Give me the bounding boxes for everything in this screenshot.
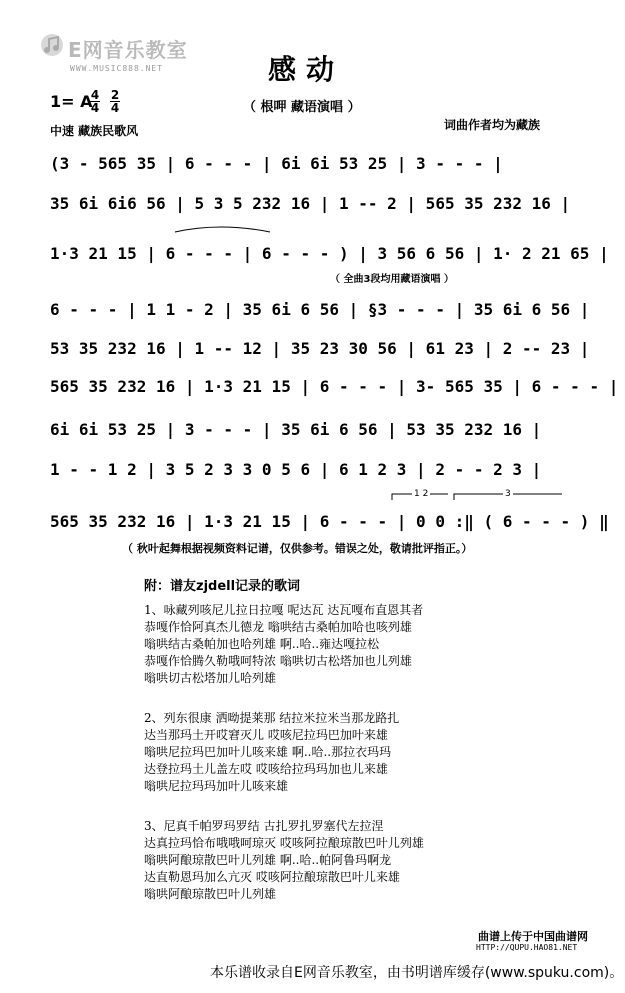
key-signature: 1= A <box>50 92 93 111</box>
score-row: 1·3 21 15 | 6 - - - | 6 - - - ) | 3 56 6 56 | 1· 2 21 65 | <box>50 244 609 263</box>
volta-1-label: 1 2 <box>414 489 429 499</box>
music-note-logo-icon <box>38 32 66 58</box>
composer-credits: 词曲作者均为藏族 <box>444 118 541 132</box>
score-row: 565 35 232 16 | 1·3 21 15 | 6 - - - | 3- 565 35 | 6 - - - | <box>50 377 619 396</box>
score-row: 1 - - 1 2 | 3 5 2 3 3 0 5 6 | 6 1 2 3 | 2 - - 2 3 | <box>50 460 542 479</box>
logo-url: WWW.MUSIC888.NET <box>70 64 164 73</box>
upload-url[interactable]: HTTP://QUPU.HAO81.NET <box>476 943 578 952</box>
score-row: (3 - 565 35 | 6 - - - | 6i 6i 53 25 | 3 - - - | <box>50 154 503 173</box>
source-line: 本乐谱收录自E网音乐教室，由书明谱库缓存(www.spuku.com)。 <box>210 965 624 981</box>
lyrics-heading: 附：谱友zjdell记录的歌词 <box>144 579 301 594</box>
lyrics-verse: 3、尼真千帕罗玛罗结 古扎罗扎罗塞代左拉涅 达真拉玛恰布哦哦呵琼灭 哎咳阿拉酿琼散巴叶儿列雄 嗡哄阿酿琼散巴叶儿列雄 啊..哈..帕阿鲁玛啊龙 达直勒恩玛加么亢灭 哎咳阿拉酿琼散巴叶儿来雄 嗡哄阿酿琼散巴叶儿列雄 <box>144 819 424 901</box>
score-row: 6 - - - | 1 1 - 2 | 35 6i 6 56 | §3 - - - | 35 6i 6 56 | <box>50 300 590 319</box>
score-row: 35 6i 6i6 56 | 5 3 5 232 16 | 1 -- 2 | 565 35 232 16 | <box>50 194 571 213</box>
score-row: 53 35 232 16 | 1 -- 12 | 35 23 30 56 | 61 23 | 2 -- 23 | <box>50 339 590 358</box>
score-footnote: （ 秋叶起舞根据视频资料记谱，仅供参考。错误之处，敬请批评指正。） <box>122 542 473 555</box>
song-subtitle: （ 根呷 藏语演唱 ） <box>243 100 361 115</box>
tie-arc <box>175 227 270 232</box>
logo-name: E网音乐教室 <box>68 38 188 62</box>
song-title: 感动 <box>268 53 345 86</box>
time-signature-1: $\frac{4}{4}$ <box>90 88 100 115</box>
time-signature-2: $\frac{2}{4}$ <box>110 88 120 115</box>
verses-note: （ 全曲3段均用藏语演唱 ） <box>330 274 454 285</box>
score-row: 565 35 232 16 | 1·3 21 15 | 6 - - - | 0 0 :‖ ( 6 - - - ) ‖ <box>50 512 609 531</box>
lyrics-verse: 2、列东很康 洒呦提莱那 结拉米拉米当那龙路扎 达当那玛土开哎窘灭儿 哎咳尼拉玛巴加叶来雄 嗡哄尼拉玛巴加叶儿咳来雄 啊..哈..那拉衣玛玛 达登拉玛土儿盖左哎 哎咳给拉玛玛加也儿来雄 嗡哄尼拉玛玛加叶儿咳来雄 <box>144 711 400 793</box>
score-row: 6i 6i 53 25 | 3 - - - | 35 6i 6 56 | 53 35 232 16 | <box>50 420 542 439</box>
upload-credit: 曲谱上传于中国曲谱网 <box>478 930 588 943</box>
site-logo[interactable] <box>38 30 188 72</box>
volta-2-label: 3 <box>505 489 511 499</box>
lyrics-verse: 1、咏藏列咳尼儿拉日拉嘎 呢达瓦 达瓦嘎布直恩其者 恭嘎作恰阿真杰儿德龙 嗡哄结古桑帕加哈也咳列雄 嗡哄结古桑帕加也哈列雄 啊..哈..雍达嘎拉松 恭嘎作恰腾久勒哦呵特浓 嗡哄切古松塔加也儿列雄 嗡哄切古松塔加儿哈列雄 <box>144 603 424 685</box>
tempo-marking: 中速 藏族民歌风 <box>50 124 139 138</box>
